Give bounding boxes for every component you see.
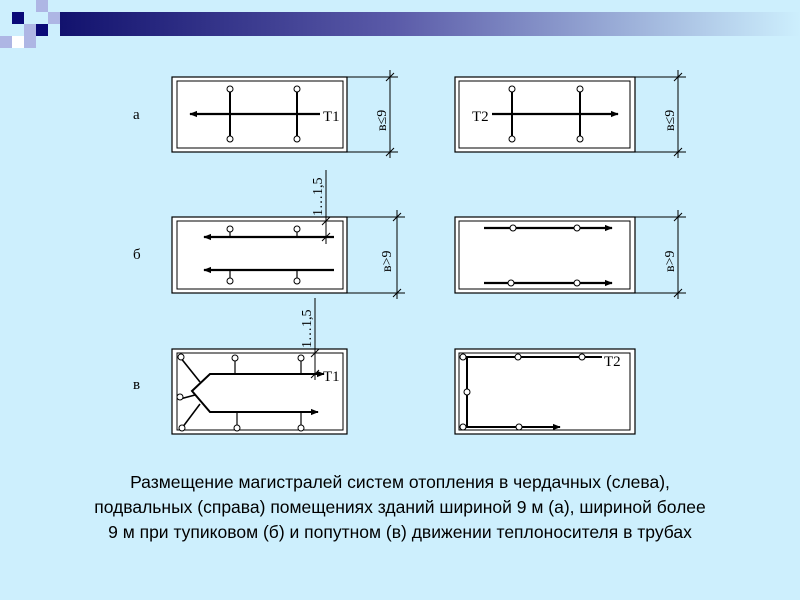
riser-node xyxy=(574,280,580,286)
riser-node xyxy=(298,425,304,431)
riser-node xyxy=(516,424,522,430)
riser-node xyxy=(574,225,580,231)
caption-line-2: подвальных (справа) помещениях зданий шириной 9 м (а), шириной более xyxy=(94,497,706,517)
dimension-width-a-right xyxy=(635,70,686,158)
dimension-width-b-right xyxy=(635,210,686,299)
riser-node xyxy=(515,354,521,360)
riser-node xyxy=(294,86,300,92)
room-outer-wall xyxy=(172,217,347,293)
riser-node xyxy=(177,394,183,400)
figure-caption xyxy=(20,470,780,545)
dimension-width-b-left xyxy=(347,210,405,299)
riser-node xyxy=(179,425,185,431)
riser-node xyxy=(232,355,238,361)
riser-node xyxy=(509,86,515,92)
dimension-label-width-gt-9: в>9 xyxy=(663,250,678,272)
riser-node xyxy=(509,136,515,142)
riser-node xyxy=(294,278,300,284)
pipe-label-t1: Т1 xyxy=(323,369,340,385)
riser-node xyxy=(234,425,240,431)
room-outer-wall xyxy=(172,349,347,434)
riser-node xyxy=(298,355,304,361)
riser-node xyxy=(464,389,470,395)
pipe-label-t2: Т2 xyxy=(604,354,621,370)
riser-node xyxy=(577,86,583,92)
riser-node xyxy=(294,136,300,142)
riser-node xyxy=(294,226,300,232)
riser-node xyxy=(227,278,233,284)
riser-node xyxy=(178,354,184,360)
riser-node xyxy=(510,225,516,231)
dimension-label-width-le-9: в≤9 xyxy=(663,109,678,131)
room-a-attic xyxy=(172,77,347,152)
dimension-label-width-le-9: в≤9 xyxy=(375,109,390,131)
dimension-label-width-gt-9: в>9 xyxy=(380,250,395,272)
riser-node xyxy=(577,136,583,142)
riser-node xyxy=(227,136,233,142)
row-label-a: а xyxy=(133,107,140,123)
pipe-label-t2: Т2 xyxy=(472,109,489,125)
dimension-width-a-left xyxy=(347,70,398,158)
room-b-attic xyxy=(172,217,347,293)
row-label-b: б xyxy=(133,247,141,263)
riser-node xyxy=(508,280,514,286)
riser-node xyxy=(460,354,466,360)
dimension-label-offset: 1…1,5 xyxy=(300,309,315,348)
pipe-label-t1: Т1 xyxy=(323,109,340,125)
riser-node xyxy=(579,354,585,360)
caption-line-1: Размещение магистралей систем отопления в чердачных (слева), xyxy=(130,472,670,492)
dimension-label-offset: 1…1,5 xyxy=(311,177,326,216)
room-v-attic xyxy=(172,349,347,434)
riser-node xyxy=(460,424,466,430)
room-b-basement xyxy=(455,217,635,293)
riser-node xyxy=(227,226,233,232)
row-label-v: в xyxy=(133,377,141,393)
caption-line-3: 9 м при тупиковом (б) и попутном (в) движении теплоносителя в трубах xyxy=(108,522,692,542)
riser-node xyxy=(227,86,233,92)
